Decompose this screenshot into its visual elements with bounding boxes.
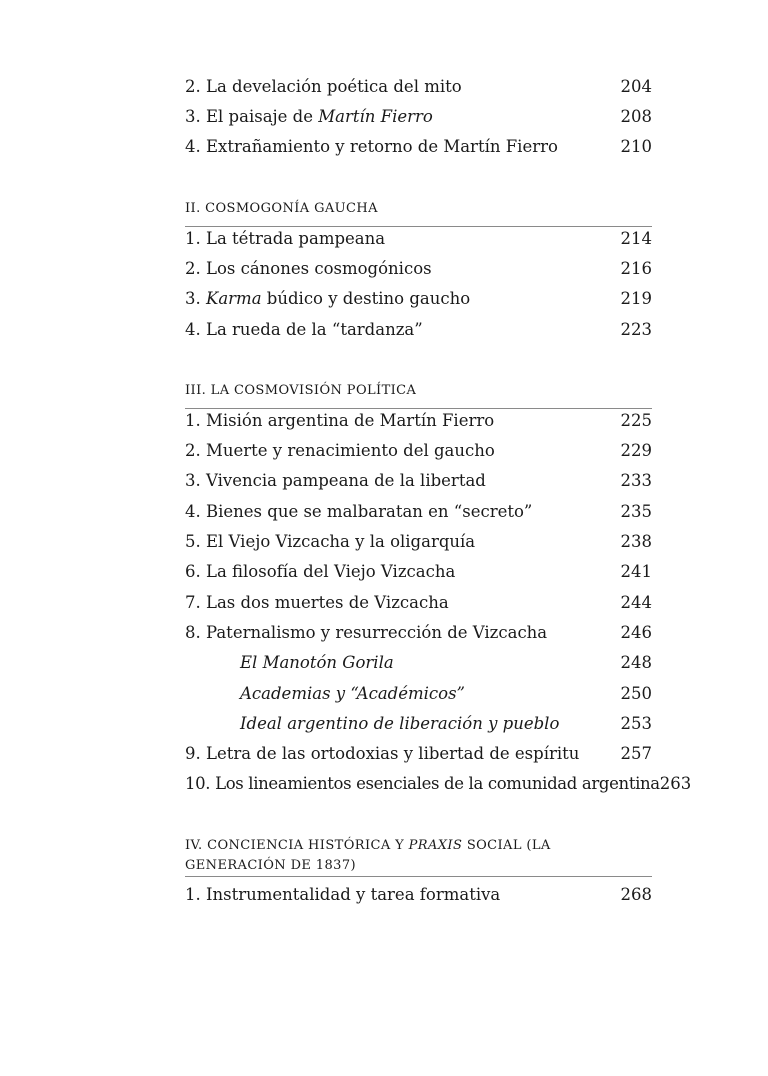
toc-entry xyxy=(185,316,652,344)
entry-label: 1. La tétrada pampeana xyxy=(185,229,386,248)
entry-page-number: 235 xyxy=(620,502,652,521)
entry-page-number: 208 xyxy=(620,107,652,126)
toc-entry xyxy=(185,255,652,283)
entry-label: 2. Muerte y renacimiento del gaucho xyxy=(185,441,495,460)
toc-entry xyxy=(185,770,692,798)
entry-page-number: 263 xyxy=(659,774,692,793)
toc-entry xyxy=(185,437,652,465)
entry-label: El Manotón Gorila xyxy=(240,653,394,672)
toc-entry xyxy=(185,881,652,909)
toc-entry xyxy=(185,558,652,586)
entry-label: 10. Los lineamientos esenciales de la comunidad argentina xyxy=(185,774,660,793)
entry-label: Academias y “Académicos” xyxy=(240,684,465,703)
entry-page-number: 238 xyxy=(620,532,652,551)
entry-label: 6. La filosofía del Viejo Vizcacha xyxy=(185,562,456,581)
toc-subentry xyxy=(185,649,652,677)
entry-label: 1. Instrumentalidad y tarea formativa xyxy=(185,885,501,904)
entry-page-number: 229 xyxy=(620,441,652,460)
entry-label: 3. El paisaje de Martín Fierro xyxy=(185,107,433,126)
entry-label: 4. Extrañamiento y retorno de Martín Fierro xyxy=(185,137,558,156)
entry-label: 4. La rueda de la “tardanza” xyxy=(185,320,423,339)
entry-page-number: 253 xyxy=(620,714,652,733)
entry-page-number: 214 xyxy=(620,229,652,248)
toc-entry xyxy=(185,740,652,768)
entry-page-number: 204 xyxy=(620,77,652,96)
entry-label: 1. Misión argentina de Martín Fierro xyxy=(185,411,495,430)
entry-page-number: 223 xyxy=(620,320,652,339)
entry-label: 5. El Viejo Vizcacha y la oligarquía xyxy=(185,532,476,551)
entry-label: 9. Letra de las ortodoxias y libertad de espíritu xyxy=(185,744,580,763)
entry-page-number: 219 xyxy=(620,289,652,308)
entry-page-number: 233 xyxy=(620,471,652,490)
entry-label: 3. Karma búdico y destino gaucho xyxy=(185,289,471,308)
entry-label: 4. Bienes que se malbaratan en “secreto” xyxy=(185,502,533,521)
toc-entry xyxy=(185,133,652,161)
entry-page-number: 248 xyxy=(620,653,652,672)
entry-page-number: 244 xyxy=(620,593,652,612)
toc-entry xyxy=(185,407,652,435)
toc-entry xyxy=(185,73,652,101)
toc-entry xyxy=(185,619,652,647)
toc-entry xyxy=(185,225,652,253)
toc-subentry xyxy=(185,680,652,708)
toc-entry xyxy=(185,103,652,131)
entry-page-number: 246 xyxy=(620,623,652,642)
section-heading: III. LA COSMOVISIÓN POLÍTICA xyxy=(185,380,652,409)
entry-label: 3. Vivencia pampeana de la libertad xyxy=(185,471,486,490)
toc-entry xyxy=(185,589,652,617)
section-heading: IV. CONCIENCIA HISTÓRICA Y PRAXIS SOCIAL (LA GENERACIÓN DE 1837) xyxy=(185,836,652,877)
toc-entry xyxy=(185,467,652,495)
entry-page-number: 250 xyxy=(620,684,652,703)
entry-label: 2. La develación poética del mito xyxy=(185,77,462,96)
entry-label: 8. Paternalismo y resurrección de Vizcacha xyxy=(185,623,548,642)
toc-entry xyxy=(185,285,652,313)
entry-page-number: 225 xyxy=(620,411,652,430)
toc-entry xyxy=(185,528,652,556)
toc-entry xyxy=(185,498,652,526)
toc-subentry xyxy=(185,710,652,738)
entry-page-number: 216 xyxy=(620,259,652,278)
entry-label: 7. Las dos muertes de Vizcacha xyxy=(185,593,449,612)
entry-page-number: 268 xyxy=(620,885,652,904)
entry-page-number: 241 xyxy=(620,562,652,581)
entry-label: Ideal argentino de liberación y pueblo xyxy=(240,714,560,733)
section-heading: II. COSMOGONÍA GAUCHA xyxy=(185,198,652,227)
entry-label: 2. Los cánones cosmogónicos xyxy=(185,259,432,278)
entry-page-number: 210 xyxy=(620,137,652,156)
entry-page-number: 257 xyxy=(620,744,652,763)
